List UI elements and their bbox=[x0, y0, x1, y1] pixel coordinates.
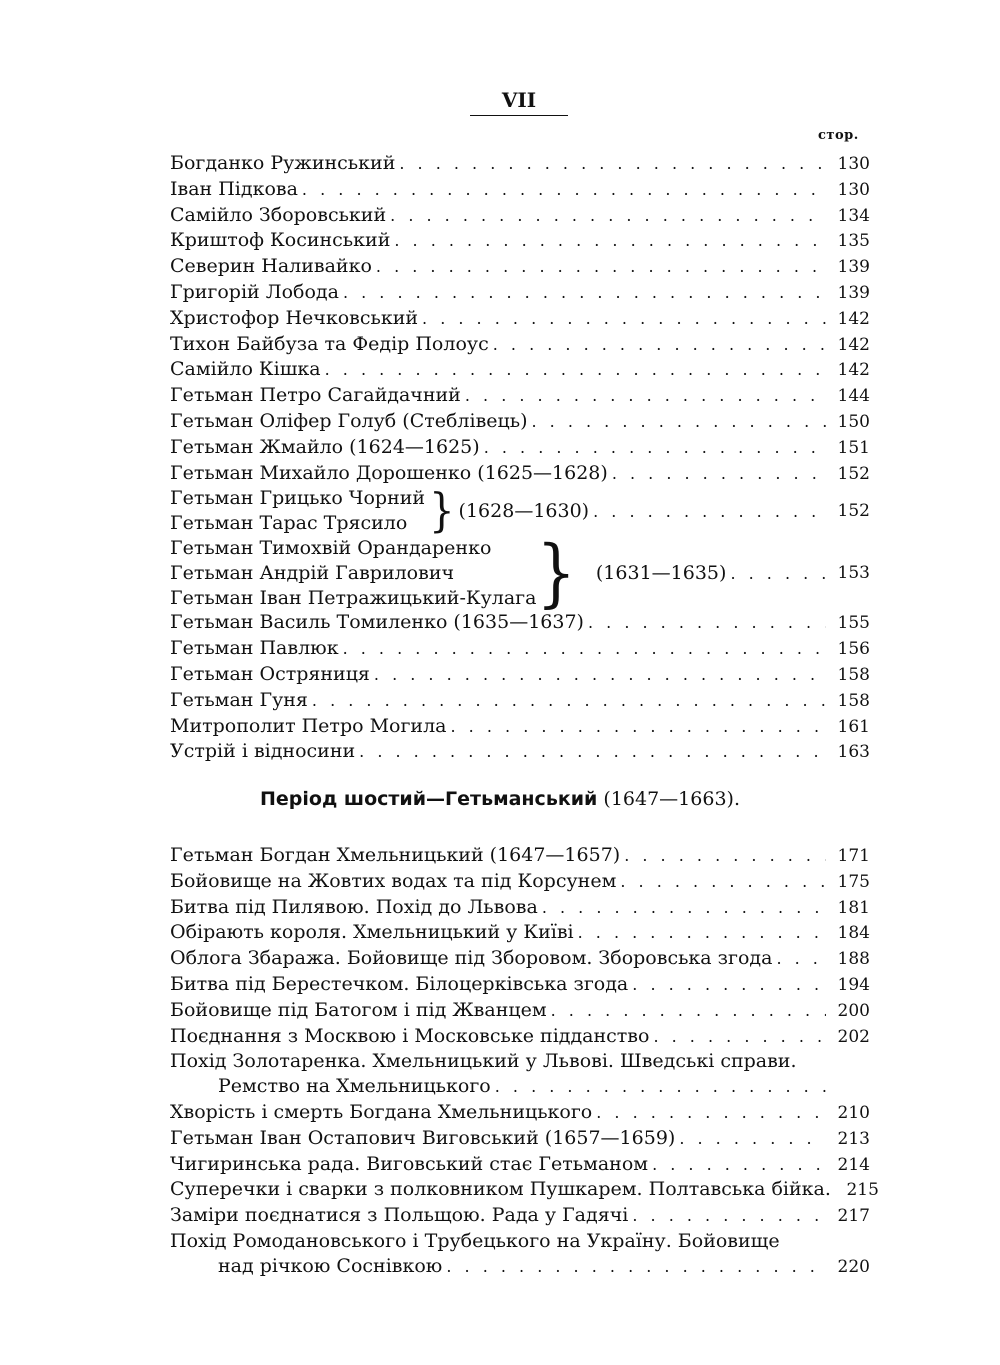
toc-entry-title: Северин Наливайко bbox=[170, 255, 372, 278]
toc-entry-title: Хворість і смерть Богдана Хмельницького bbox=[170, 1100, 593, 1123]
toc-entry bbox=[170, 843, 870, 869]
toc-entry-title: Бойовище під Батогом і під Жванцем bbox=[170, 998, 547, 1021]
toc-entry bbox=[170, 895, 870, 921]
section-heading bbox=[0, 788, 1000, 810]
dot-leader bbox=[612, 462, 826, 487]
toc-entry bbox=[170, 636, 870, 662]
toc-entry bbox=[170, 1024, 870, 1050]
dot-leader bbox=[493, 333, 826, 358]
dot-leader bbox=[624, 844, 826, 869]
page-ref: 210 bbox=[837, 1102, 870, 1123]
dot-leader bbox=[679, 1127, 826, 1152]
toc-entry bbox=[170, 1152, 870, 1178]
toc-entry-title: Обірають короля. Хмельницький у Київі bbox=[170, 921, 574, 944]
brace-icon: } bbox=[429, 484, 455, 538]
toc-entry bbox=[170, 151, 870, 177]
dot-leader bbox=[551, 999, 826, 1024]
group-name: Гетьман Тарас Трясило bbox=[170, 512, 408, 535]
page-ref: 188 bbox=[837, 949, 870, 970]
period-label: Період шостий—Гетьманський bbox=[260, 788, 598, 810]
dot-leader bbox=[632, 1204, 826, 1229]
page-number: VII bbox=[470, 88, 568, 116]
page-ref: 161 bbox=[837, 716, 870, 737]
toc-entry bbox=[170, 332, 870, 358]
dot-leader bbox=[596, 1101, 826, 1126]
page-ref: 142 bbox=[837, 360, 870, 381]
page-ref: 171 bbox=[837, 846, 870, 866]
dot-leader bbox=[776, 947, 826, 972]
toc-entry-title: Гетьман Оліфер Голуб (Стеблівець) bbox=[170, 409, 528, 432]
dot-leader bbox=[312, 689, 826, 714]
dot-leader bbox=[302, 178, 826, 203]
page-ref: 150 bbox=[837, 411, 870, 432]
toc-entry bbox=[170, 357, 870, 383]
toc-entry bbox=[170, 254, 870, 280]
dot-leader bbox=[531, 410, 826, 435]
toc-entry-title: Григорій Лобода bbox=[170, 280, 339, 303]
dot-leader bbox=[343, 637, 826, 662]
toc-group-entry bbox=[170, 486, 870, 536]
toc-entry bbox=[170, 461, 870, 487]
page-ref: 214 bbox=[837, 1154, 870, 1175]
toc-entry-title: Тихон Байбуза та Федір Полоус bbox=[170, 332, 489, 355]
page-ref: 130 bbox=[837, 179, 870, 200]
toc-entry bbox=[170, 177, 870, 203]
page-ref: 134 bbox=[837, 205, 870, 226]
page-column-label: стор. bbox=[818, 128, 859, 143]
group-names bbox=[170, 536, 536, 610]
toc-entry-title: Ремство на Хмельницького bbox=[218, 1075, 491, 1098]
dot-leader bbox=[374, 663, 826, 688]
page-ref: 181 bbox=[837, 897, 870, 918]
toc-entry-title: Чигиринська рада. Виговський стає Гетьманом bbox=[170, 1152, 649, 1175]
toc-entry-title: Суперечки і сварки з полковником Пушкарем. Полтавська бійка. bbox=[170, 1178, 831, 1201]
toc-entry bbox=[170, 972, 870, 998]
dot-leader bbox=[390, 204, 826, 229]
page-ref: 175 bbox=[837, 871, 870, 892]
period-years: (1647—1663). bbox=[603, 788, 740, 810]
dot-leader bbox=[399, 152, 826, 177]
dot-leader bbox=[593, 502, 826, 521]
page-ref: 200 bbox=[837, 1000, 870, 1021]
page-ref: 194 bbox=[837, 974, 870, 995]
toc-entry bbox=[170, 1254, 870, 1280]
dot-leader bbox=[588, 611, 826, 636]
dot-leader bbox=[422, 307, 826, 332]
toc-entry-title: Гетьман Михайло Дорошенко (1625—1628) bbox=[170, 461, 608, 484]
toc-entry-title: Гетьман Петро Сагайдачний bbox=[170, 384, 461, 407]
page-ref: 155 bbox=[837, 613, 870, 634]
toc-entry-title: Похід Золотаренка. Хмельницький у Львові. Шведські справи. bbox=[170, 1050, 797, 1073]
page-ref: 152 bbox=[837, 501, 870, 522]
toc-section-1 bbox=[170, 151, 870, 765]
toc-entry bbox=[170, 610, 870, 636]
toc-entry-title: Самійло Кішка bbox=[170, 358, 321, 381]
dot-leader bbox=[465, 384, 826, 409]
toc-entry-title: Гетьман Остряниця bbox=[170, 662, 370, 685]
toc-list bbox=[170, 843, 870, 1049]
group-years: (1628—1630) bbox=[458, 500, 590, 523]
brace-icon: } bbox=[536, 528, 576, 617]
toc-entry-title: Похід Ромодановського і Трубецького на Україну. Бойовище bbox=[170, 1229, 780, 1252]
toc-entry bbox=[170, 688, 870, 714]
page-ref: 163 bbox=[837, 742, 870, 763]
page-ref: 139 bbox=[837, 282, 870, 303]
page-ref: 217 bbox=[837, 1206, 870, 1227]
page-ref: 142 bbox=[837, 308, 870, 329]
page-ref: 220 bbox=[837, 1256, 870, 1277]
toc-entry bbox=[170, 1203, 870, 1229]
toc-entry-title: Гетьман Василь Томиленко (1635—1637) bbox=[170, 611, 584, 634]
page-ref: 144 bbox=[837, 386, 870, 407]
page-ref: 184 bbox=[837, 923, 870, 944]
page-ref: 135 bbox=[837, 231, 870, 252]
toc-entry bbox=[170, 409, 870, 435]
toc-entry bbox=[170, 998, 870, 1024]
toc-entry-title: Гетьман Богдан Хмельницький (1647—1657) bbox=[170, 844, 621, 866]
toc-list bbox=[170, 610, 870, 765]
toc-entry bbox=[170, 306, 870, 332]
toc-entry-title: Іван Підкова bbox=[170, 177, 298, 200]
toc-entry-title: Битва під Пилявою. Похід до Львова bbox=[170, 895, 538, 918]
page-ref: 213 bbox=[837, 1128, 870, 1149]
toc-entry-title: Гетьман Гуня bbox=[170, 688, 308, 711]
page-ref: 215 bbox=[846, 1180, 879, 1201]
toc-entry bbox=[170, 435, 870, 461]
group-names bbox=[170, 486, 425, 536]
toc-entry-title: Гетьман Жмайло (1624—1625) bbox=[170, 435, 480, 458]
dot-leader bbox=[652, 1153, 826, 1178]
page-ref: 142 bbox=[837, 334, 870, 355]
toc-entry-title: Христофор Нечковський bbox=[170, 306, 419, 329]
toc-entry-title: Митрополит Петро Могила bbox=[170, 714, 447, 737]
toc-entry bbox=[170, 714, 870, 740]
toc-entry bbox=[170, 1177, 879, 1203]
toc-entry-title: Заміри поєднатися з Польщою. Рада у Гадячі bbox=[170, 1204, 629, 1227]
dot-leader bbox=[359, 740, 826, 765]
dot-leader bbox=[495, 1075, 826, 1100]
toc-entry bbox=[170, 1126, 870, 1152]
toc-list bbox=[170, 151, 870, 486]
toc-entry-title: Богданко Ружинський bbox=[170, 152, 396, 174]
page-ref: 152 bbox=[837, 463, 870, 484]
toc-entry bbox=[170, 383, 870, 409]
toc-entry-title: Гетьман Павлюк bbox=[170, 637, 339, 660]
group-name: Гетьман Тимохвій Орандаренко bbox=[170, 536, 492, 559]
page-ref: 202 bbox=[837, 1026, 870, 1047]
toc-entry-title: Самійло Зборовський bbox=[170, 203, 387, 226]
group-name: Гетьман Андрій Гаврилович bbox=[170, 561, 455, 584]
toc-entry-title: Гетьман Іван Остапович Виговський (1657—1659) bbox=[170, 1126, 676, 1149]
toc-list bbox=[170, 1100, 879, 1229]
dot-leader bbox=[653, 1025, 826, 1050]
page-ref: 151 bbox=[837, 437, 870, 458]
dot-leader bbox=[325, 358, 826, 383]
page-ref: 139 bbox=[837, 257, 870, 278]
toc-entry-title: Устрій і відносини bbox=[170, 740, 356, 763]
toc-entry-title: Облога Збаража. Бойовище під Зборовом. Зборовська згода bbox=[170, 947, 773, 970]
toc-entry-title: над річкою Соснівкою bbox=[218, 1254, 443, 1277]
toc-entry bbox=[170, 280, 870, 306]
toc-entry bbox=[170, 203, 870, 229]
toc-entry bbox=[170, 869, 870, 895]
group-name: Гетьман Грицько Чорний bbox=[170, 487, 426, 510]
toc-entry bbox=[170, 1074, 870, 1100]
dot-leader bbox=[343, 281, 826, 306]
dot-leader bbox=[542, 896, 826, 921]
toc-entry bbox=[170, 920, 870, 946]
dot-leader bbox=[620, 870, 826, 895]
page-ref: 156 bbox=[837, 639, 870, 660]
toc-section-2 bbox=[170, 843, 879, 1280]
page-ref: 130 bbox=[837, 154, 870, 174]
page-ref: 158 bbox=[837, 664, 870, 685]
page-ref: 158 bbox=[837, 690, 870, 711]
dot-leader bbox=[376, 255, 826, 280]
toc-entry-title: Криштоф Косинський bbox=[170, 229, 391, 252]
dot-leader bbox=[394, 229, 826, 254]
dot-leader bbox=[730, 564, 826, 583]
toc-entry-title: Битва під Берестечком. Білоцерківська згода bbox=[170, 972, 629, 995]
group-name: Гетьман Іван Петражицький-Кулага bbox=[170, 586, 537, 609]
toc-entry bbox=[170, 228, 870, 254]
group-years: (1631—1635) bbox=[595, 562, 727, 585]
toc-group-entry bbox=[170, 528, 870, 617]
dot-leader bbox=[632, 973, 826, 998]
dot-leader bbox=[446, 1255, 826, 1280]
toc-entry bbox=[170, 739, 870, 765]
dot-leader bbox=[484, 436, 826, 461]
toc-entry bbox=[170, 662, 870, 688]
dot-leader bbox=[578, 921, 826, 946]
toc-entry bbox=[170, 1100, 870, 1126]
toc-entry bbox=[170, 946, 870, 972]
page-ref: 153 bbox=[837, 563, 870, 584]
toc-entry-title: Бойовище на Жовтих водах та під Корсунем bbox=[170, 869, 617, 892]
dot-leader bbox=[451, 715, 827, 740]
toc-entry-title: Поєднання з Москвою і Московське підданство bbox=[170, 1024, 650, 1047]
